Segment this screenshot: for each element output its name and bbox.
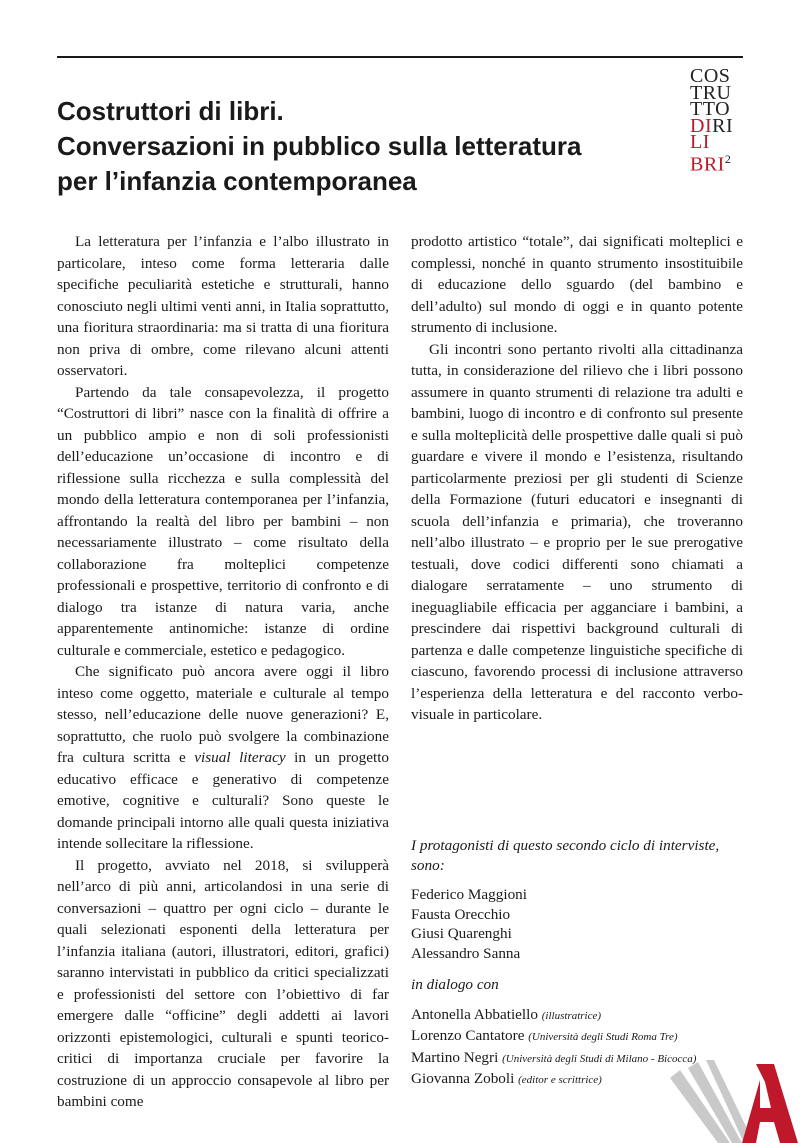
protagonist-name: Fausta Orecchio <box>411 905 511 923</box>
guest-item <box>411 1026 751 1048</box>
paragraph-1: La letteratura per l’infanzia e l’albo illustrato in particolare, inteso come forma letteraria dalle specifiche peculiarità estetiche e strutturali, hanno conosciuto negli ultimi venti anni, in Italia soprattutto, una fioritura straordinaria: ma si tratta di una fioritura non priva di ombre, come rilevano alcuni attenti osservatori. <box>57 233 389 379</box>
logo-line-5: LI <box>690 131 710 153</box>
paragraph-3-text-b: in un progetto educativo efficace e generativo di competenze emotive, cognitive e culturali? Sono queste le domande principali intorno alle quali questa iniziativa intende sollecitare la riflessione. <box>57 749 390 852</box>
guest-name: Antonella Abbatiello <box>411 1005 538 1023</box>
protagonists-intro: I protagonisti di questo secondo ciclo di interviste, sono: <box>411 837 720 874</box>
grey-stripes-decoration <box>670 1060 754 1143</box>
protagonist-name: Giusi Quarenghi <box>411 925 512 942</box>
guest-name: Giovanna Zoboli <box>411 1070 515 1087</box>
logo-line-1: COS <box>690 65 731 87</box>
title-line-1: Costruttori di libri. <box>57 96 284 126</box>
guest-role: (Università degli Studi di Milano - Bicocca) <box>502 1052 697 1065</box>
title-line-2: Conversazioni in pubblico sulla letteratura <box>57 131 582 161</box>
guest-role: (illustratrice) <box>541 1009 602 1022</box>
guest-name: Lorenzo Cantatore <box>411 1027 525 1044</box>
paragraph-2: Partendo da tale consapevolezza, il progetto “Costruttori di libri” nasce con la finalità di offrire a un pubblico ampio e non di soli professionisti dell’educazione un’occasione di incontro e di riflessione sulla ricchezza e sulla complessità del mondo della letteratura contemporanea per l’infanzia, affrontando la realtà del libro per bambini – non necessariamente illustrato – come risultato della collaborazione fra molteplici competenze professionali e prospettive, territorio di confronto e di dialogo tra istanze di natura varia, anche apparentemente antinomiche: istanze di ordine culturale e commerciale, estetico e pedagogico. <box>57 383 389 659</box>
logo-bri: BRI <box>690 153 725 176</box>
guest-role: (editor e scrittrice) <box>518 1074 602 1086</box>
paragraph-4: Il progetto, avviato nel 2018, si svilupperà nell’arco di più anni, articolandosi in una serie di conversazioni – quattro per ogni ciclo – durante le quali selezionati esponenti della letteratura per l’infanzia italiana (autori, illustratori, editori, grafici) saranno intervistati in pubblico da critici specializzati e professionisti del settore con l’obiettivo di far emergere dalle “officine” degli addetti ai lavori orizzonti epistemologici, culturali e spunti teorico-critici di importanza cruciale per favorire la costruzione di un approccio consapevole al libro per bambini come <box>57 856 389 1110</box>
logo-superscript: 2 <box>724 151 732 166</box>
protagonists-section <box>411 836 751 1091</box>
red-a-shape <box>742 1064 798 1143</box>
costruttori-logo <box>690 65 760 176</box>
top-rule <box>57 56 743 58</box>
guest-item <box>411 1005 751 1027</box>
logo-line-2: TRU <box>690 81 732 104</box>
logo-line-6 <box>690 151 760 176</box>
protagonist-name: Alessandro Sanna <box>411 944 521 962</box>
stylized-red-letter-a-icon <box>670 1060 800 1143</box>
visual-literacy-term: visual literacy <box>194 749 286 766</box>
logo-line-3: TTO <box>690 98 731 120</box>
left-column <box>57 231 389 1113</box>
title-line-3: per l’infanzia contemporanea <box>57 166 417 196</box>
paragraph-3 <box>57 661 389 855</box>
page-title <box>57 94 657 199</box>
dialog-label: in dialogo con <box>411 976 499 993</box>
paragraph-3-text-a: Che significato può ancora avere oggi il libro inteso come oggetto, materiale e culturale al tempo stesso, nell’educazione delle nuove generazioni? E, soprattutto, che ruolo può svolgere la combinazione fra cultura scritta e <box>57 663 389 766</box>
guest-role: (Università degli Studi Roma Tre) <box>528 1031 678 1043</box>
protagonist-name: Federico Maggioni <box>411 886 527 903</box>
guest-name: Martino Negri <box>411 1048 499 1066</box>
paragraph-5: prodotto artistico “totale”, dai significati molteplici e complessi, nonché in quanto strumento insostituibile di educazione dello sguardo (del bambino e dell’adulto) sul mondo di oggi e in quanto potente strumento di inclusione. <box>411 233 743 336</box>
right-column <box>411 231 743 726</box>
protagonists-list <box>411 885 751 963</box>
logo-di: DI <box>690 114 713 137</box>
logo-ri: RI <box>712 114 734 137</box>
paragraph-6: Gli incontri sono pertanto rivolti alla cittadinanza tutta, in considerazione del rilievo che i libri possono assumere in quanto strumenti di relazione tra adulti e bambini, luogo di incontro e di confronto sul presente e sulla molteplicità delle prospettive dalle quali si può guardare e vivere il mondo e l’esistenza, risultando particolarmente preziosi per gli studenti di Scienze della Formazione (futuri educatori e insegnanti di scuola dell’infanzia e primaria), che troveranno nell’albo illustrato – e proprio per le sue prerogative testuali, dove codici differenti sono chiamati a dialogare serratamente – uno strumento di ineguagliabile efficacia per agganciare i bambini, a prescindere dai rispettivi background culturali di partenza e dalle competenze linguistiche specifiche di ciascuno, favorendo processi di inclusione attraverso l’esperienza della letteratura e del racconto verbo-visuale in particolare. <box>411 340 743 723</box>
